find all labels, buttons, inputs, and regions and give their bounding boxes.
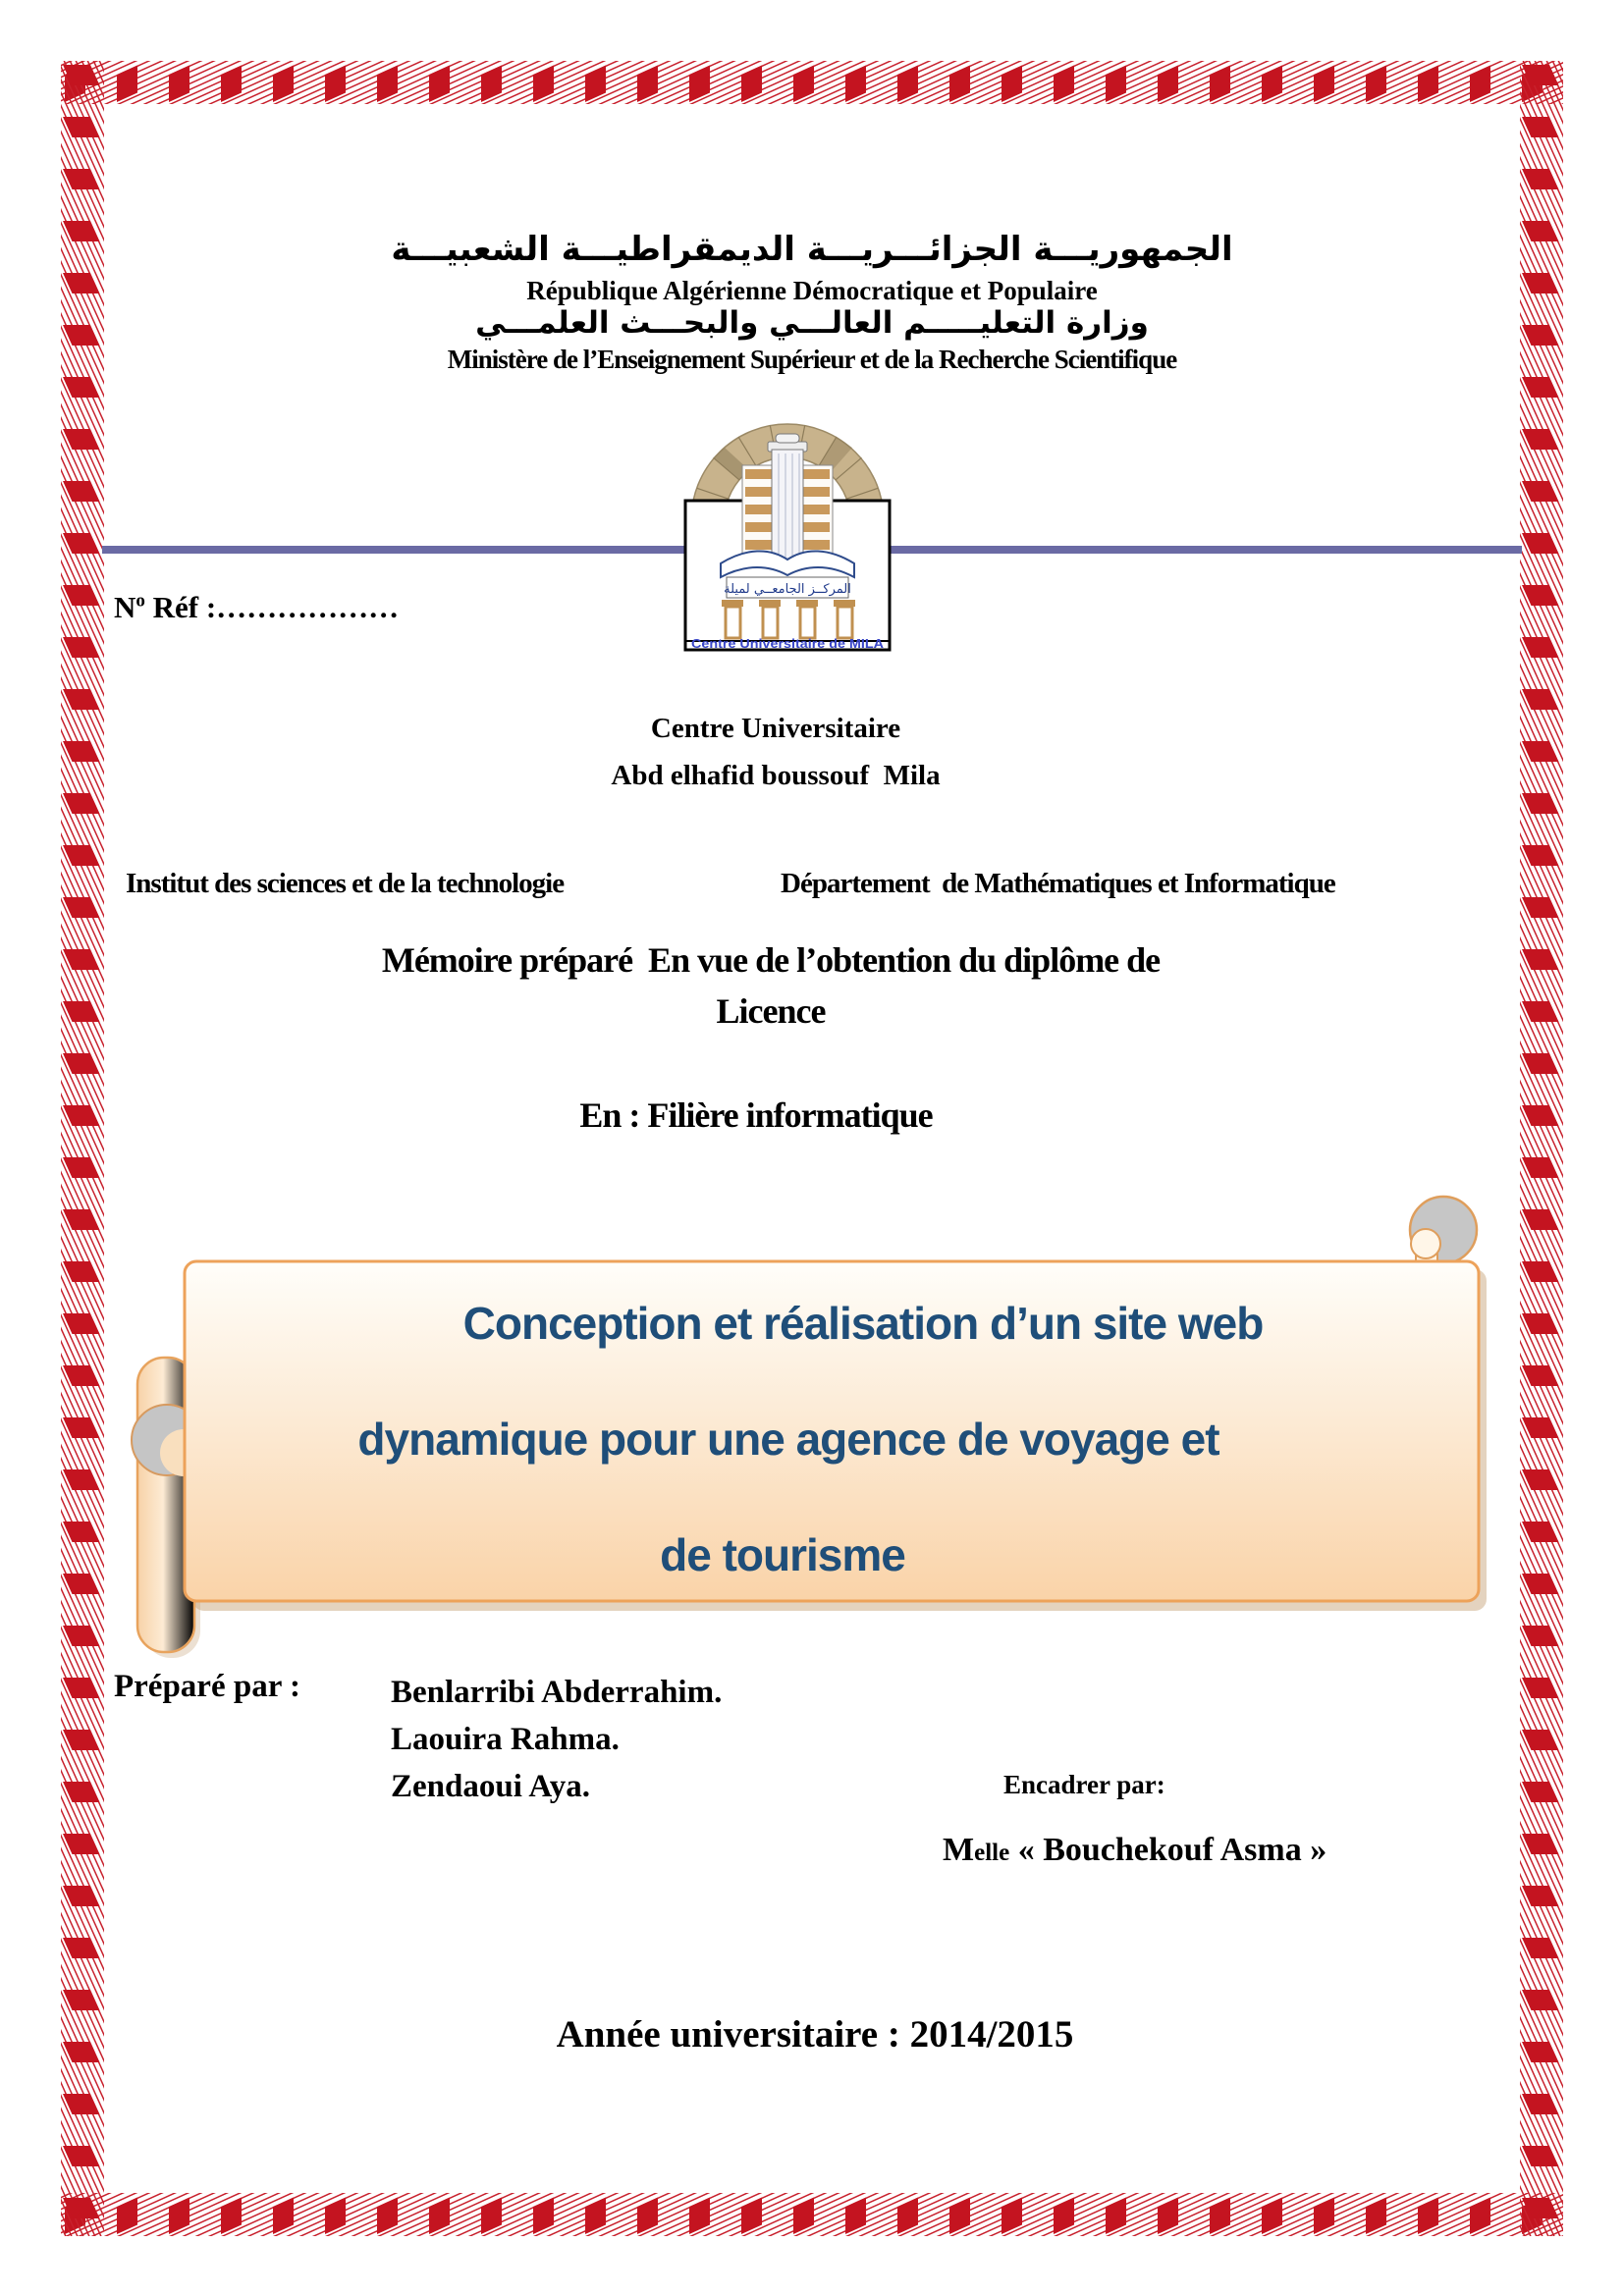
reference-number <box>114 590 399 625</box>
logo-caption: Centre Universitaire de MILA <box>691 636 885 651</box>
supervisor-fullname: « Bouchekouf Asma » <box>1009 1832 1327 1868</box>
memoire-line2: Licence <box>716 991 826 1031</box>
ref-dots: Réf :……………… <box>144 590 400 624</box>
university-name-line1: Centre Universitaire <box>650 713 901 744</box>
thesis-title-line3: de tourisme <box>660 1529 905 1580</box>
header-republique: République Algérienne Démocratique et Populaire <box>526 276 1098 305</box>
supervisor-title-suffix: elle <box>974 1840 1010 1866</box>
ribbon-border-top-icon <box>61 61 1563 104</box>
institute-name: Institut des sciences et de la technologie <box>126 868 565 899</box>
scroll-top-right-curl-icon <box>1410 1197 1477 1265</box>
memoire-line1: Mémoire préparé En vue de l’obtention du diplôme de <box>381 940 1161 980</box>
ribbon-border-right-icon <box>1520 61 1563 2236</box>
thesis-title <box>185 1265 1479 1613</box>
ribbon-border-left-icon <box>61 61 104 2236</box>
logo-arabic-text: المركــز الجامعــي لميلة <box>724 582 851 597</box>
ribbon-border-bottom-icon <box>61 2193 1563 2236</box>
author-name: Zendaoui Aya. <box>391 1769 590 1804</box>
filiere-line: En : Filière informatique <box>579 1095 933 1135</box>
thesis-title-line2: dynamique pour une agence de voyage et <box>357 1414 1219 1465</box>
ref-sup: o <box>135 590 145 612</box>
author-name: Benlarribi Abderrahim. <box>391 1675 723 1710</box>
prepared-by-label: Préparé par : <box>114 1669 300 1704</box>
title-scroll-banner <box>128 1191 1492 1674</box>
header-arabic-line-2: وزارة التعليـــــم العالـــي والبحـــث العلمـــي <box>475 305 1149 341</box>
university-name-line2: Abd elhafid boussouf Mila <box>611 760 941 791</box>
thesis-title-line1: Conception et réalisation d’un site web <box>462 1298 1264 1349</box>
academic-year: Année universitaire : 2014/2015 <box>556 2013 1074 2056</box>
supervisor-label: Encadrer par: <box>1003 1770 1165 1799</box>
ref-n: N <box>114 590 136 624</box>
author-name: Laouira Rahma. <box>391 1722 620 1757</box>
department-name: Département de Mathématiques et Informatique <box>781 868 1335 899</box>
supervisor-title-prefix: M <box>943 1832 975 1868</box>
header-arabic-line-1: الجمهوريـــة الجزائـــريـــة الديمقراطيـــة الشعبيـــة <box>391 230 1233 269</box>
supervisor-name <box>943 1832 1326 1869</box>
university-logo <box>664 404 911 656</box>
prepared-by-names <box>391 1669 722 1810</box>
header-ministere: Ministère de l’Enseignement Supérieur et de la Recherche Scientifique <box>447 345 1177 374</box>
